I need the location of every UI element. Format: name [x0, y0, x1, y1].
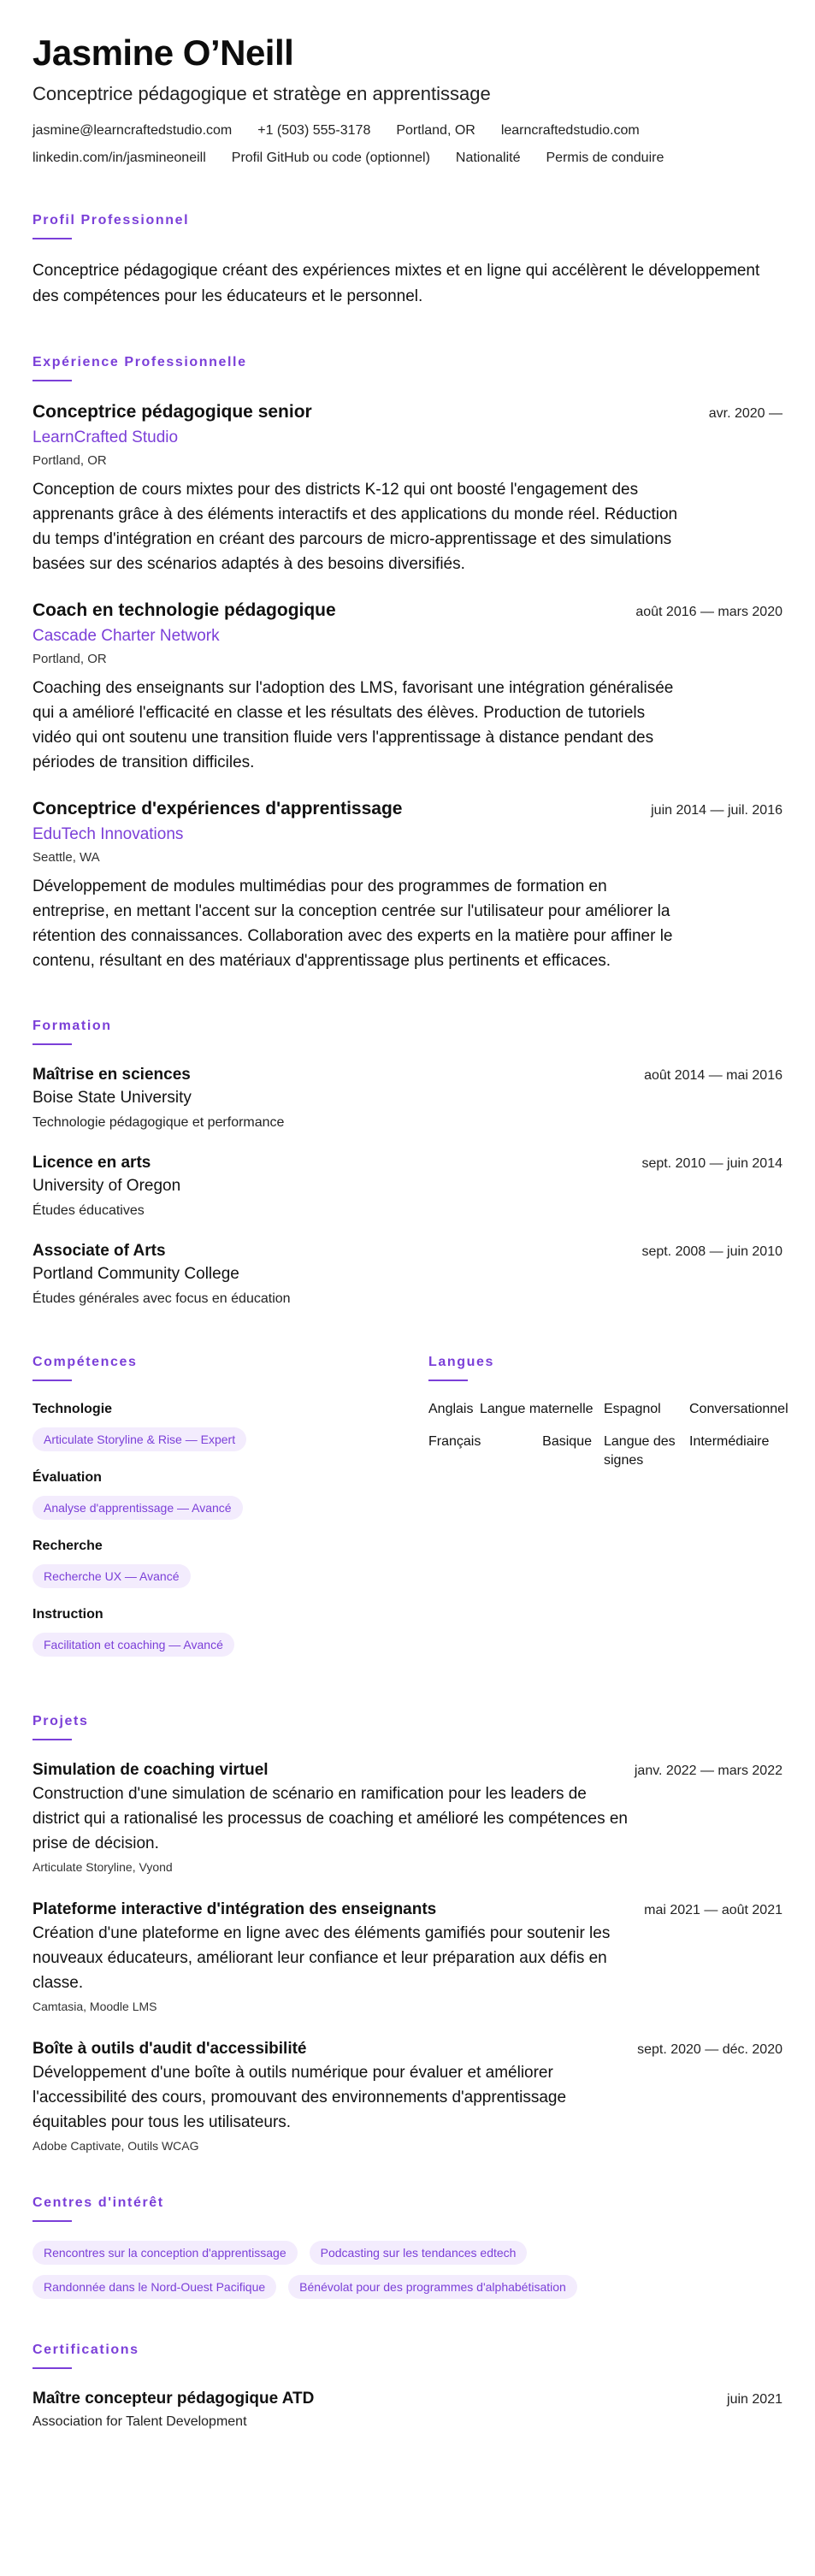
skill-category: Évaluation [32, 1470, 102, 1485]
experience-entry [32, 400, 783, 576]
job-location: Portland, OR [32, 453, 107, 468]
section-divider [32, 2367, 72, 2369]
education-entry [32, 1064, 783, 1133]
contact-nationality: Nationalité [455, 151, 521, 165]
section-title: Langues [428, 1355, 494, 1369]
language-name: Espagnol [604, 1402, 661, 1416]
interests-section [32, 2195, 783, 2299]
section-title: Centres d'intérêt [32, 2195, 164, 2210]
languages-section [428, 1354, 788, 1674]
skill-group [32, 1537, 428, 1588]
project-description: Création d'une plateforme en ligne avec des éléments gamifiés pour soutenir les nouveaux éducateurs, améliorant leur confiance et leur préparation aux défis en classe. [32, 1924, 611, 1992]
education-entry [32, 1240, 783, 1309]
skill-category: Recherche [32, 1539, 103, 1553]
language-name: Langue des signes [604, 1434, 676, 1468]
school-name: Portland Community College [32, 1265, 239, 1283]
school-name: University of Oregon [32, 1177, 181, 1195]
skill-group [32, 1400, 428, 1451]
language-level: Langue maternelle [480, 1402, 594, 1416]
degree-title: Licence en arts [32, 1154, 151, 1172]
section-divider [32, 2220, 72, 2222]
project-entry [32, 1899, 783, 2016]
certifications-section [32, 2342, 783, 2432]
education-date: sept. 2010 — juin 2014 [641, 1156, 783, 1171]
language-level: Conversationnel [689, 1402, 788, 1416]
section-divider [32, 1043, 72, 1045]
language-list [428, 1400, 788, 1470]
education-section [32, 1018, 783, 1309]
certification-name: Maître concepteur pédagogique ATD [32, 2390, 315, 2408]
contact-location: Portland, OR [396, 123, 475, 138]
project-description: Développement d'une boîte à outils numérique pour évaluer et améliorer l'accessibilité des cours, promouvant des environnements d'apprentissage équitables pour tous les utilisateurs. [32, 2064, 567, 2131]
education-entry [32, 1152, 783, 1221]
project-tools: Articulate Storyline, Vyond [32, 1860, 173, 1874]
language-level: Basique [542, 1434, 592, 1449]
contact-phone[interactable]: +1 (503) 555-3178 [257, 123, 371, 138]
project-name: Simulation de coaching virtuel [32, 1761, 269, 1779]
experience-entry [32, 797, 783, 973]
interest-list [32, 2241, 682, 2299]
candidate-name: Jasmine O’Neill [32, 32, 294, 73]
resume-header [32, 32, 783, 168]
section-divider [428, 1380, 468, 1381]
job-date: août 2016 — mars 2020 [635, 605, 783, 619]
contact-list [32, 121, 783, 168]
interest-pill: Bénévolat pour des programmes d'alphabétisation [288, 2275, 577, 2299]
company-name: Cascade Charter Network [32, 627, 220, 645]
skill-group [32, 1605, 428, 1657]
job-description: Coaching des enseignants sur l'adoption des LMS, favorisant une intégration généralisée qui a amélioré l'efficacité en classe et les résultats des élèves. Production de tutoriels vidéo qui ont soutenu une transition fluide vers l'apprentissage à distance pendant des périodes de transition difficiles. [32, 679, 674, 771]
contact-website[interactable]: learncraftedstudio.com [500, 123, 640, 138]
study-area: Technologie pédagogique et performance [32, 1115, 285, 1130]
certification-date: juin 2021 [727, 2392, 783, 2407]
section-title: Formation [32, 1019, 112, 1033]
skill-category: Technologie [32, 1402, 113, 1416]
section-divider [32, 1380, 72, 1381]
candidate-headline: Conceptrice pédagogique et stratège en apprentissage [32, 83, 491, 104]
education-date: août 2014 — mai 2016 [644, 1068, 783, 1083]
skill-pill: Recherche UX — Avancé [32, 1564, 191, 1588]
profile-section [32, 212, 783, 310]
section-divider [32, 238, 72, 239]
section-title: Projets [32, 1714, 89, 1728]
skill-pill: Facilitation et coaching — Avancé [32, 1633, 234, 1657]
section-divider [32, 380, 72, 381]
skills-section [32, 1354, 428, 1674]
section-title: Compétences [32, 1355, 138, 1369]
project-description: Construction d'une simulation de scénario en ramification pour les leaders de district qui a rationalisé les processus de coaching et amélioré les compétences en prise de décision. [32, 1785, 628, 1852]
skill-pill: Articulate Storyline & Rise — Expert [32, 1427, 246, 1451]
language-level: Intermédiaire [689, 1434, 770, 1449]
project-tools: Camtasia, Moodle LMS [32, 2000, 157, 2013]
skill-group [32, 1468, 428, 1520]
job-date: avr. 2020 — [708, 406, 783, 421]
contact-github[interactable]: Profil GitHub ou code (optionnel) [231, 151, 430, 165]
school-name: Boise State University [32, 1089, 192, 1107]
project-name: Plateforme interactive d'intégration des enseignants [32, 1900, 437, 1918]
interest-pill: Rencontres sur la conception d'apprentissage [32, 2241, 298, 2265]
section-title: Profil Professionnel [32, 213, 190, 227]
company-name: EduTech Innovations [32, 825, 184, 843]
language-name: Français [428, 1434, 481, 1449]
certification-issuer: Association for Talent Development [32, 2414, 247, 2429]
contact-linkedin[interactable]: linkedin.com/in/jasmineoneill [32, 151, 206, 165]
project-name: Boîte à outils d'audit d'accessibilité [32, 2040, 307, 2058]
profile-summary: Conceptrice pédagogique créant des expériences mixtes et en ligne qui accélèrent le développement des compétences pour les éducateurs et le personnel. [32, 262, 760, 305]
degree-title: Maîtrise en sciences [32, 1066, 191, 1084]
contact-email[interactable]: jasmine@learncraftedstudio.com [32, 123, 233, 138]
project-date: mai 2021 — août 2021 [644, 1903, 783, 1917]
job-title: Coach en technologie pédagogique [32, 600, 336, 620]
interest-pill: Podcasting sur les tendances edtech [310, 2241, 528, 2265]
skills-languages-row [32, 1354, 788, 1674]
section-divider [32, 1739, 72, 1740]
job-description: Conception de cours mixtes pour des districts K-12 qui ont boosté l'engagement des apprenants grâce à des éléments interactifs et des applications du monde réel. Réduction du temps d'intégration en créant des parcours de micro-apprentissage et des simulations basées sur des scénarios adaptés à des besoins diversifiés. [32, 481, 678, 573]
job-title: Conceptrice pédagogique senior [32, 402, 312, 422]
section-title: Expérience Professionnelle [32, 355, 247, 369]
project-date: sept. 2020 — déc. 2020 [637, 2042, 783, 2057]
experience-entry [32, 599, 783, 775]
experience-section [32, 354, 783, 973]
job-date: juin 2014 — juil. 2016 [651, 803, 783, 818]
education-date: sept. 2008 — juin 2010 [641, 1244, 783, 1259]
project-date: janv. 2022 — mars 2022 [634, 1764, 783, 1778]
section-title: Certifications [32, 2343, 139, 2357]
company-name: LearnCrafted Studio [32, 428, 179, 446]
study-area: Études éducatives [32, 1203, 145, 1218]
job-description: Développement de modules multimédias pour des programmes de formation en entreprise, en mettant l'accent sur la conception centrée sur l'utilisateur pour améliorer la rétention des connaissances. Collaboration avec des experts en la matière pour affiner le contenu, résultant en des matériaux d'apprentissage plus pertinents et efficaces. [32, 877, 673, 970]
language-name: Anglais [428, 1402, 474, 1416]
skill-category: Instruction [32, 1607, 103, 1622]
job-location: Seattle, WA [32, 850, 100, 865]
skill-pill: Analyse d'apprentissage — Avancé [32, 1496, 243, 1520]
project-entry [32, 2038, 783, 2155]
interest-pill: Randonnée dans le Nord-Ouest Pacifique [32, 2275, 276, 2299]
job-title: Conceptrice d'expériences d'apprentissage [32, 799, 403, 818]
study-area: Études générales avec focus en éducation [32, 1291, 291, 1306]
project-tools: Adobe Captivate, Outils WCAG [32, 2139, 199, 2153]
certification-entry [32, 2388, 783, 2432]
degree-title: Associate of Arts [32, 1242, 166, 1260]
projects-section [32, 1713, 783, 2155]
job-location: Portland, OR [32, 652, 107, 666]
project-entry [32, 1759, 783, 1876]
contact-license: Permis de conduire [546, 151, 664, 165]
